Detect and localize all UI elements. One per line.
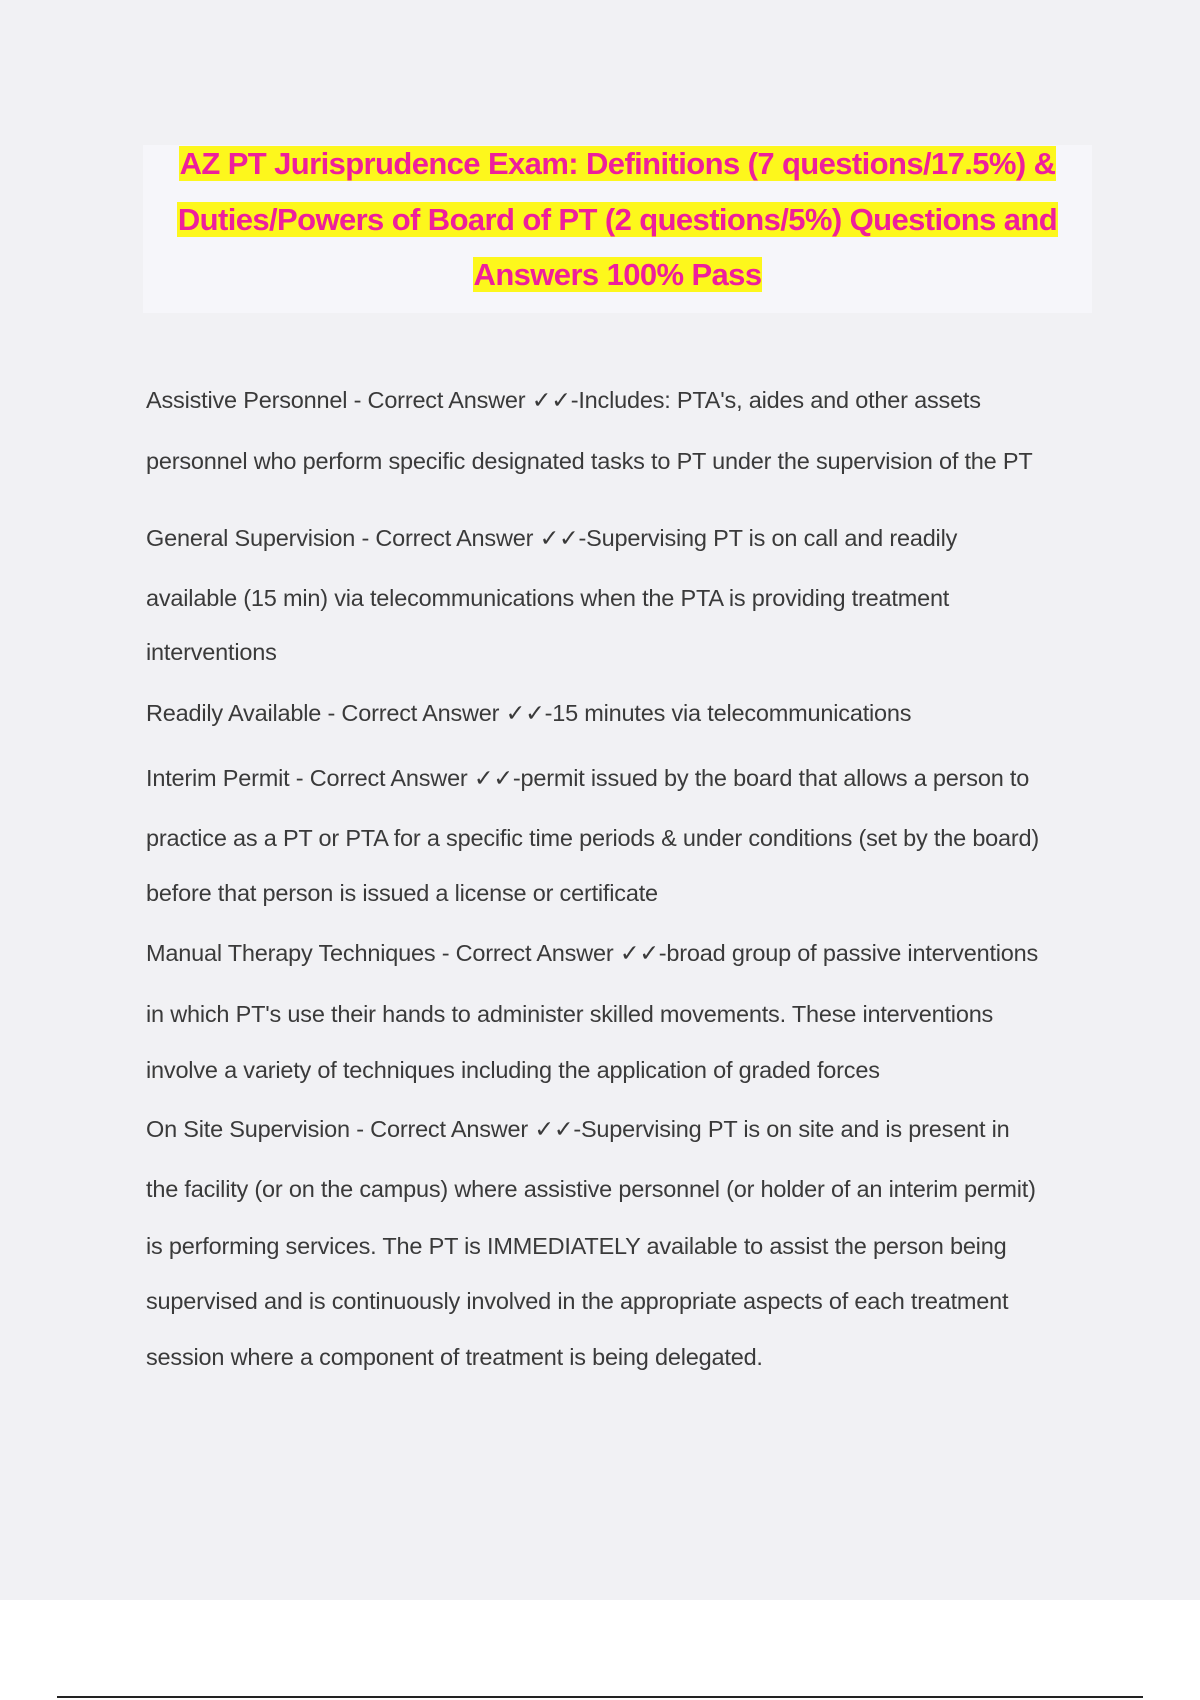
entry-on-site-supervision-line-2: the facility (or on the campus) where assistive personnel (or holder of an interim permit)	[146, 1176, 1036, 1202]
title-line-3-text: Answers 100% Pass	[473, 257, 762, 292]
entry-interim-permit-line-1: Interim Permit - Correct Answer ✓✓-permit issued by the board that allows a person to	[146, 765, 1030, 791]
entry-on-site-supervision-line-3: is performing services. The PT is IMMEDIATELY available to assist the person being	[146, 1233, 1007, 1259]
entry-manual-therapy-line-3: involve a variety of techniques including the application of graded forces	[146, 1057, 880, 1083]
title-line-2-text: Duties/Powers of Board of PT (2 questions/5%) Questions and	[177, 202, 1058, 237]
entry-general-supervision-line-2: available (15 min) via telecommunications when the PTA is providing treatment	[146, 585, 950, 611]
title-line-2	[143, 201, 1092, 239]
entry-assistive-personnel-line-1: Assistive Personnel - Correct Answer ✓✓-Includes: PTA's, aides and other assets	[146, 387, 981, 413]
entry-on-site-supervision-line-5: session where a component of treatment is being delegated.	[146, 1344, 763, 1370]
footer-divider	[57, 1696, 1143, 1698]
entry-on-site-supervision-line-4: supervised and is continuously involved in the appropriate aspects of each treatment	[146, 1288, 1009, 1314]
entry-manual-therapy-line-1: Manual Therapy Techniques - Correct Answer ✓✓-broad group of passive interventions	[146, 940, 1039, 966]
entry-interim-permit-line-2: practice as a PT or PTA for a specific time periods & under conditions (set by the board)	[146, 825, 1040, 851]
entry-readily-available-line-1: Readily Available - Correct Answer ✓✓-15 minutes via telecommunications	[146, 700, 912, 726]
title-block	[143, 145, 1092, 313]
entry-interim-permit-line-3: before that person is issued a license or certificate	[146, 880, 658, 906]
title-line-3	[143, 256, 1092, 294]
title-line-1-text: AZ PT Jurisprudence Exam: Definitions (7 questions/17.5%) &	[179, 146, 1056, 181]
entry-general-supervision-line-3: interventions	[146, 639, 277, 665]
entry-general-supervision-line-1: General Supervision - Correct Answer ✓✓-Supervising PT is on call and readily	[146, 525, 958, 551]
entry-assistive-personnel-line-2: personnel who perform specific designated tasks to PT under the supervision of the PT	[146, 448, 1033, 474]
title-line-1	[143, 145, 1092, 183]
entry-on-site-supervision-line-1: On Site Supervision - Correct Answer ✓✓-Supervising PT is on site and is present in	[146, 1116, 1010, 1142]
entry-manual-therapy-line-2: in which PT's use their hands to administer skilled movements. These interventions	[146, 1001, 994, 1027]
